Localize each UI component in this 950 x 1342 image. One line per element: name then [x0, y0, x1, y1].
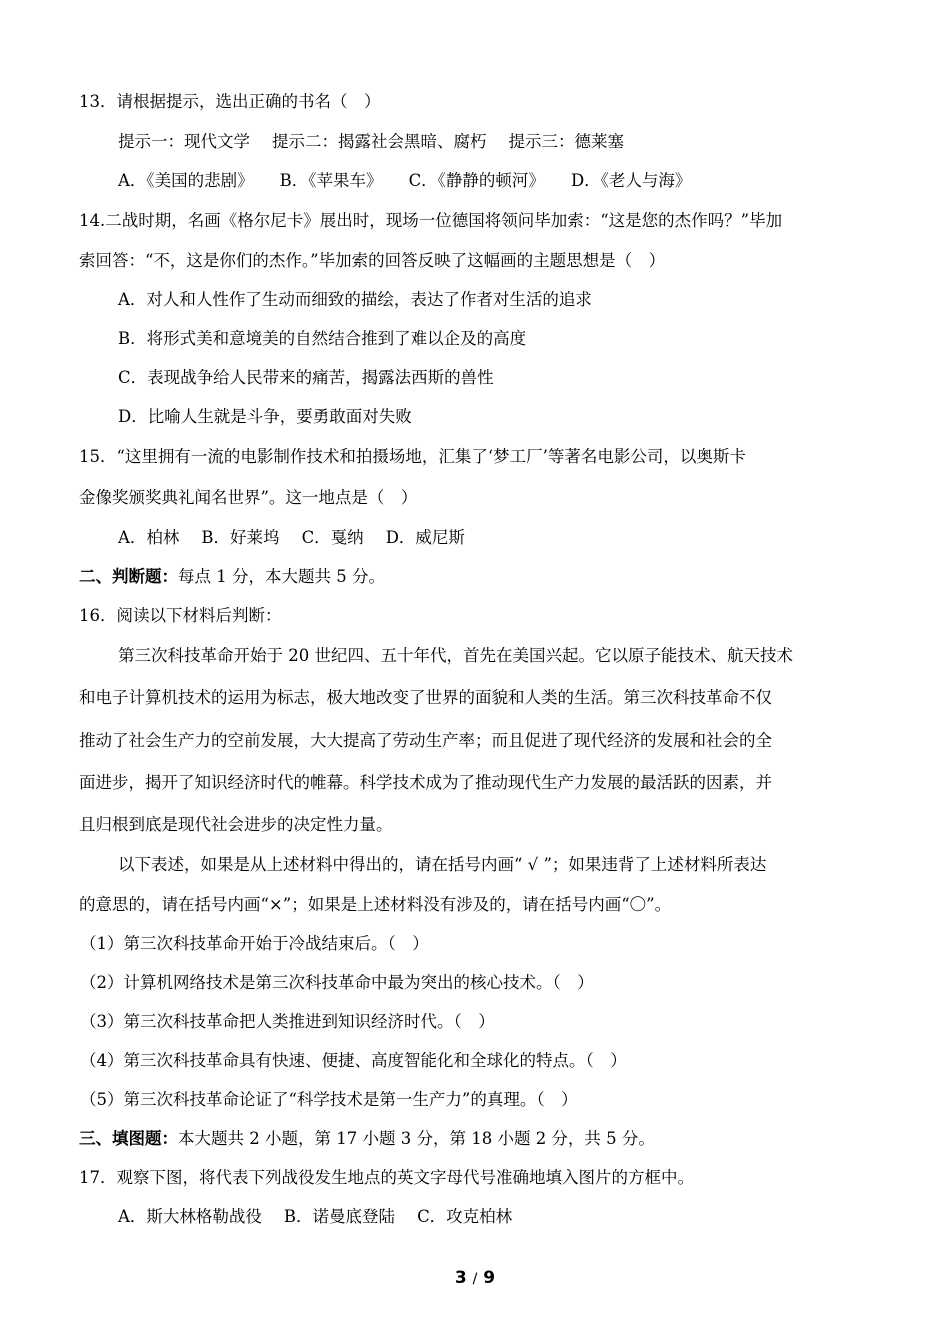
q16-item-4: （4）第三次科技革命具有快速、便捷、高度智能化和全球化的特点。（ ） [80, 1051, 627, 1070]
page-number [0, 1268, 950, 1288]
q13-stem: 13．请根据提示，选出正确的书名（ ） [79, 92, 381, 111]
q16-instruction-line2: 的意思的，请在括号内画“×”；如果是上述材料没有涉及的，请在括号内画“〇”。 [79, 895, 672, 914]
q13-hint-2: 提示二：揭露社会黑暗、腐朽 [272, 132, 487, 151]
q14-stem-line2: 索回答：“不，这是你们的杰作。”毕加索的回答反映了这幅画的主题思想是（ ） [79, 251, 666, 270]
q15-option-b: B．好莱坞 [201, 528, 280, 547]
section-3-desc: 本大题共 2 小题，第 17 小题 3 分，第 18 小题 2 分，共 5 分。 [178, 1129, 655, 1148]
q13-option-d: D．《老人与海》 [570, 171, 692, 190]
q14-option-c: C．表现战争给人民带来的痛苦，揭露法西斯的兽性 [118, 368, 494, 387]
section-2-heading [79, 565, 385, 589]
q13-option-a: A．《美国的悲剧》 [118, 171, 254, 190]
q17-options [118, 1205, 512, 1229]
q15-option-a: A．柏林 [118, 528, 180, 547]
q15-stem-line1: 15．“这里拥有一流的电影制作技术和拍摄场地，汇集了‘梦工厂’等著名电影公司，以奥斯卡 [79, 447, 746, 466]
q13-option-b: B．《苹果车》 [279, 171, 383, 190]
q16-item-1: （1）第三次科技革命开始于冷战结束后。（ ） [80, 934, 429, 953]
q16-item-3: （3）第三次科技革命把人类推进到知识经济时代。（ ） [80, 1012, 495, 1031]
q16-passage-line1: 第三次科技革命开始于 20 世纪四、五十年代，首先在美国兴起。它以原子能技术、航天技术 [118, 646, 793, 665]
q14-stem-line1: 14.二战时期，名画《格尔尼卡》展出时，现场一位德国将领问毕加索：“这是您的杰作吗？”毕加 [79, 211, 783, 230]
section-2-title: 二、判断题： [79, 567, 178, 586]
q17-option-a: A．斯大林格勒战役 [118, 1207, 262, 1226]
total-pages: 9 [483, 1268, 496, 1288]
q14-option-a: A．对人和人性作了生动而细致的描绘，表达了作者对生活的追求 [118, 290, 592, 309]
q15-option-d: D．威尼斯 [385, 528, 465, 547]
q16-instruction-line1: 以下表述，如果是从上述材料中得出的，请在括号内画“ √ ”；如果违背了上述材料所表达 [118, 855, 767, 874]
q14-option-b: B．将形式美和意境美的自然结合推到了难以企及的高度 [118, 329, 527, 348]
q17-option-b: B．诺曼底登陆 [283, 1207, 396, 1226]
section-2-desc: 每点 1 分，本大题共 5 分。 [178, 567, 385, 586]
q13-hint-3: 提示三：德莱塞 [508, 132, 624, 151]
q15-options [118, 526, 465, 550]
section-3-title: 三、填图题： [79, 1129, 178, 1148]
q17-option-c: C．攻克柏林 [417, 1207, 513, 1226]
q16-passage-line2: 和电子计算机技术的运用为标志，极大地改变了世界的面貌和人类的生活。第三次科技革命不仅 [79, 688, 772, 707]
q15-option-c: C．戛纳 [301, 528, 364, 547]
q16-stem: 16．阅读以下材料后判断： [79, 606, 282, 625]
section-3-heading [79, 1127, 655, 1151]
q16-item-2: （2）计算机网络技术是第三次科技革命中最为突出的核心技术。（ ） [80, 973, 594, 992]
q16-passage-line4: 面进步，揭开了知识经济时代的帷幕。科学技术成为了推动现代生产力发展的最活跃的因素，并 [79, 773, 772, 792]
q16-passage-line5: 且归根到底是现代社会进步的决定性力量。 [79, 815, 393, 834]
q13-hint-1: 提示一：现代文学 [118, 132, 250, 151]
q16-passage-line3: 推动了社会生产力的空前发展，大大提高了劳动生产率；而且促进了现代经济的发展和社会的全 [79, 731, 772, 750]
q15-stem-line2: 金像奖颁奖典礼闻名世界”。这一地点是（ ） [79, 488, 418, 507]
q17-stem: 17．观察下图，将代表下列战役发生地点的英文字母代号准确地填入图片的方框中。 [79, 1168, 694, 1187]
q13-option-c: C．《静静的顿河》 [408, 171, 545, 190]
q13-hints [118, 130, 624, 154]
q13-options [118, 169, 691, 193]
current-page: 3 [454, 1268, 467, 1288]
q16-item-5: （5）第三次科技革命论证了“科学技术是第一生产力”的真理。（ ） [80, 1090, 578, 1109]
q14-option-d: D．比喻人生就是斗争，要勇敢面对失败 [118, 407, 412, 426]
page-separator: / [472, 1271, 478, 1287]
